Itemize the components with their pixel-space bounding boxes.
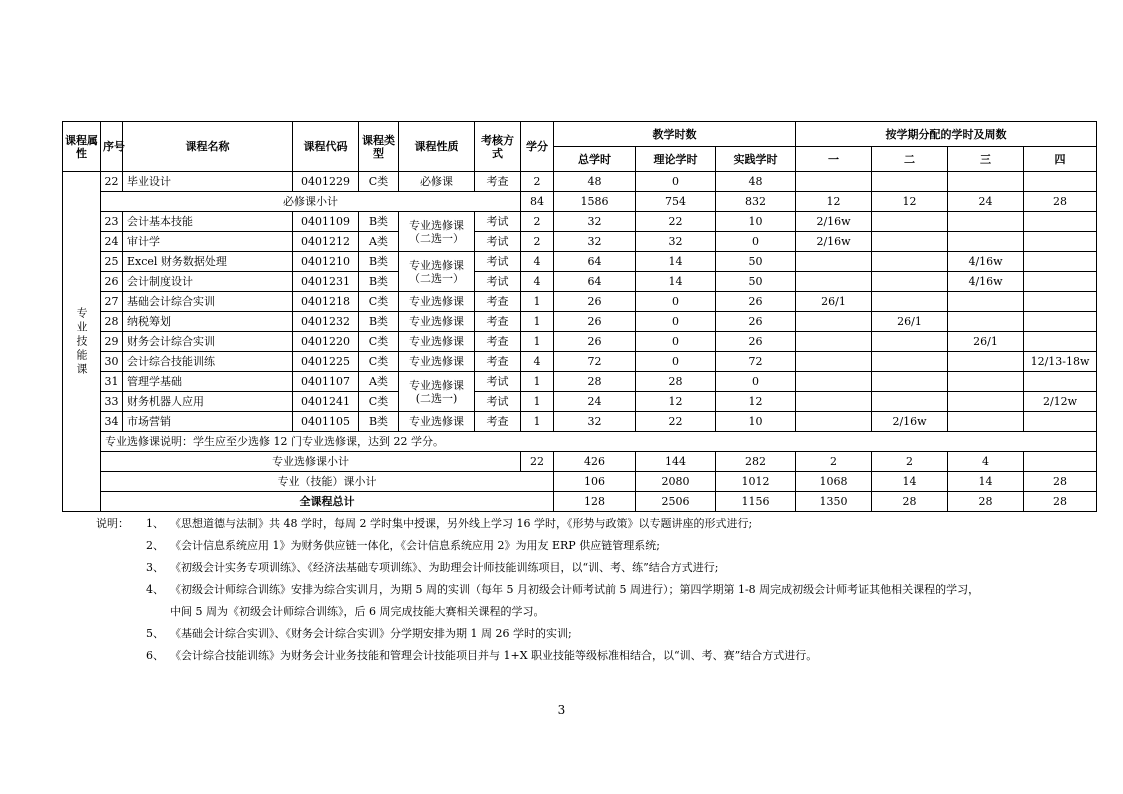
cell-s1: 28 bbox=[872, 492, 948, 512]
note-text: 《初级会计师综合训练》安排为综合实训月，为期 5 周的实训（每年 5 月初级会计师考试前 5 周进行）；第四学期第 1-8 周完成初级会计师考证其他相关课程的学习， bbox=[170, 583, 980, 596]
cell-s4: 12/13-18w bbox=[1024, 352, 1097, 372]
cell-s4 bbox=[1024, 312, 1097, 332]
header-attr: 课程属性 bbox=[63, 122, 101, 172]
cell-practice: 12 bbox=[716, 392, 796, 412]
cell-s1: 14 bbox=[872, 472, 948, 492]
cell-type: A类 bbox=[359, 232, 399, 252]
cell-s1 bbox=[796, 392, 872, 412]
cell-code: 0401210 bbox=[293, 252, 359, 272]
cell-theory: 28 bbox=[636, 372, 716, 392]
cell-practice: 282 bbox=[716, 452, 796, 472]
note-number: 6、 bbox=[146, 649, 164, 662]
note-number: 4、 bbox=[146, 583, 164, 596]
cell-nature: 必修课 bbox=[399, 172, 475, 192]
cell-s3 bbox=[948, 352, 1024, 372]
cell-s2 bbox=[872, 292, 948, 312]
cell-name: 毕业设计 bbox=[123, 172, 293, 192]
cell-seq: 26 bbox=[101, 272, 123, 292]
header-nature: 课程性质 bbox=[399, 122, 475, 172]
cell-theory: 22 bbox=[636, 212, 716, 232]
cell-total: 72 bbox=[554, 352, 636, 372]
elective-note: 专业选修课说明：学生应至少选修 12 门专业选修课，达到 22 学分。 bbox=[101, 432, 1097, 452]
cell-s2: 2/16w bbox=[872, 412, 948, 432]
cell-credit: 1 bbox=[521, 332, 554, 352]
cell-s4 bbox=[1024, 332, 1097, 352]
cell-seq: 22 bbox=[101, 172, 123, 192]
cell-s4 bbox=[1024, 292, 1097, 312]
note-text: 《会计信息系统应用 1》为财务供应链一体化，《会计信息系统应用 2》为用友 ERP 供应链管理系统; bbox=[170, 539, 660, 552]
cell-s1: 2 bbox=[796, 452, 872, 472]
grand-total-row bbox=[63, 492, 1097, 512]
cell-practice: 26 bbox=[716, 332, 796, 352]
cell-theory: 14 bbox=[636, 252, 716, 272]
required-subtotal-row bbox=[63, 192, 1097, 212]
cell-s4 bbox=[1024, 232, 1097, 252]
elective-note-row bbox=[63, 432, 1097, 452]
cell-seq: 23 bbox=[101, 212, 123, 232]
nature-line-2: (二选一) bbox=[415, 391, 458, 405]
curriculum-table bbox=[62, 121, 1097, 512]
cell-s4 bbox=[1024, 252, 1097, 272]
elective-subtotal-label: 专业选修课小计 bbox=[101, 452, 521, 472]
cell-seq: 31 bbox=[101, 372, 123, 392]
cell-nature-group bbox=[399, 252, 475, 292]
table-row bbox=[63, 292, 1097, 312]
cell-name: 市场营销 bbox=[123, 412, 293, 432]
cell-code: 0401229 bbox=[293, 172, 359, 192]
note-text: 《基础会计综合实训》、《财务会计综合实训》分学期安排为期 1 周 26 学时的实训; bbox=[170, 627, 572, 640]
note-number: 2、 bbox=[146, 539, 164, 552]
cell-s3 bbox=[948, 372, 1024, 392]
header-credit: 学分 bbox=[521, 122, 554, 172]
nature-line-1: 专业选修课 bbox=[409, 378, 464, 392]
cell-seq: 27 bbox=[101, 292, 123, 312]
major-subtotal-label: 专业（技能）课小计 bbox=[101, 472, 554, 492]
cell-nature: 专业选修课 bbox=[399, 412, 475, 432]
note-item bbox=[96, 645, 1086, 667]
cell-practice: 50 bbox=[716, 252, 796, 272]
cell-code: 0401212 bbox=[293, 232, 359, 252]
cell-theory: 32 bbox=[636, 232, 716, 252]
cell-s3 bbox=[948, 292, 1024, 312]
cell-exam: 考试 bbox=[475, 392, 521, 412]
note-number: 5、 bbox=[146, 627, 164, 640]
cell-s1 bbox=[796, 172, 872, 192]
cell-s4 bbox=[1024, 272, 1097, 292]
cell-practice: 26 bbox=[716, 312, 796, 332]
cell-practice: 832 bbox=[716, 192, 796, 212]
cell-s3: 26/1 bbox=[948, 332, 1024, 352]
cell-s1: 12 bbox=[796, 192, 872, 212]
cell-theory: 14 bbox=[636, 272, 716, 292]
note-continuation: 中间 5 周为《初级会计师综合训练》，后 6 周完成技能大赛相关课程的学习。 bbox=[170, 605, 545, 618]
table-row bbox=[63, 172, 1097, 192]
cell-exam: 考查 bbox=[475, 312, 521, 332]
cell-practice: 10 bbox=[716, 212, 796, 232]
cell-s2: 14 bbox=[948, 472, 1024, 492]
note-number: 1、 bbox=[146, 517, 164, 530]
cell-code: 0401241 bbox=[293, 392, 359, 412]
cell-total: 28 bbox=[554, 372, 636, 392]
cell-name: 财务会计综合实训 bbox=[123, 332, 293, 352]
cell-s1 bbox=[796, 312, 872, 332]
cell-s1: 2/16w bbox=[796, 212, 872, 232]
table-row bbox=[63, 272, 1097, 292]
cell-name: 纳税筹划 bbox=[123, 312, 293, 332]
cell-seq: 29 bbox=[101, 332, 123, 352]
header-code: 课程代码 bbox=[293, 122, 359, 172]
cell-exam: 考查 bbox=[475, 352, 521, 372]
cell-s1 bbox=[796, 252, 872, 272]
cell-total: 32 bbox=[554, 232, 636, 252]
cell-s1 bbox=[796, 372, 872, 392]
cell-s3 bbox=[948, 412, 1024, 432]
cell-s4 bbox=[1024, 212, 1097, 232]
cell-total: 64 bbox=[554, 272, 636, 292]
cell-theory: 1156 bbox=[716, 492, 796, 512]
cell-s3 bbox=[948, 212, 1024, 232]
cell-theory: 754 bbox=[636, 192, 716, 212]
cell-s1: 2/16w bbox=[796, 232, 872, 252]
header-semester-2: 二 bbox=[872, 147, 948, 172]
cell-seq: 28 bbox=[101, 312, 123, 332]
cell-s4 bbox=[1024, 452, 1097, 472]
cell-total: 2506 bbox=[636, 492, 716, 512]
cell-s1 bbox=[796, 272, 872, 292]
note-item bbox=[96, 623, 1086, 645]
note-item bbox=[96, 535, 1086, 557]
cell-s2: 28 bbox=[948, 492, 1024, 512]
header-type: 课程类型 bbox=[359, 122, 399, 172]
nature-line-2: （二选一） bbox=[409, 271, 464, 285]
cell-total: 1586 bbox=[554, 192, 636, 212]
cell-nature: 专业选修课 bbox=[399, 312, 475, 332]
cell-code: 0401109 bbox=[293, 212, 359, 232]
cell-theory: 1012 bbox=[716, 472, 796, 492]
cell-credit: 106 bbox=[554, 472, 636, 492]
cell-name: 财务机器人应用 bbox=[123, 392, 293, 412]
cell-credit: 22 bbox=[521, 452, 554, 472]
cell-exam: 考试 bbox=[475, 212, 521, 232]
cell-name: 基础会计综合实训 bbox=[123, 292, 293, 312]
cell-s4: 2/12w bbox=[1024, 392, 1097, 412]
table-row bbox=[63, 232, 1097, 252]
cell-exam: 考试 bbox=[475, 372, 521, 392]
cell-seq: 24 bbox=[101, 232, 123, 252]
cell-code: 0401231 bbox=[293, 272, 359, 292]
table-row bbox=[63, 392, 1097, 412]
cell-s1 bbox=[796, 332, 872, 352]
note-text: 《会计综合技能训练》为财务会计业务技能和管理会计技能项目并与 1+X 职业技能等级标准相结合，以“训、考、赛”结合方式进行。 bbox=[170, 649, 818, 662]
cell-code: 0401225 bbox=[293, 352, 359, 372]
cell-s4 bbox=[1024, 412, 1097, 432]
cell-s2 bbox=[872, 392, 948, 412]
header-semester-4: 四 bbox=[1024, 147, 1097, 172]
cell-exam: 考查 bbox=[475, 412, 521, 432]
table-row bbox=[63, 332, 1097, 352]
cell-credit: 4 bbox=[521, 352, 554, 372]
header-exam: 考核方式 bbox=[475, 122, 521, 172]
cell-exam: 考查 bbox=[475, 292, 521, 312]
header-semester-group: 按学期分配的学时及周数 bbox=[796, 122, 1097, 147]
cell-s3: 24 bbox=[948, 192, 1024, 212]
cell-total: 24 bbox=[554, 392, 636, 412]
cell-theory: 22 bbox=[636, 412, 716, 432]
cell-s2: 26/1 bbox=[872, 312, 948, 332]
cell-code: 0401220 bbox=[293, 332, 359, 352]
cell-s3 bbox=[948, 392, 1024, 412]
cell-credit: 1 bbox=[521, 392, 554, 412]
cell-s3: 28 bbox=[1024, 492, 1097, 512]
cell-practice: 0 bbox=[716, 232, 796, 252]
cell-practice: 10 bbox=[716, 412, 796, 432]
cell-s2 bbox=[872, 172, 948, 192]
cell-theory: 144 bbox=[636, 452, 716, 472]
header-theory-hours: 理论学时 bbox=[636, 147, 716, 172]
cell-s3 bbox=[948, 232, 1024, 252]
cell-exam: 考试 bbox=[475, 252, 521, 272]
cell-theory: 0 bbox=[636, 172, 716, 192]
cell-s2 bbox=[872, 272, 948, 292]
cell-type: B类 bbox=[359, 412, 399, 432]
cell-theory: 0 bbox=[636, 312, 716, 332]
major-subtotal-row bbox=[63, 472, 1097, 492]
cell-total: 64 bbox=[554, 252, 636, 272]
cell-total: 426 bbox=[554, 452, 636, 472]
cell-nature-group bbox=[399, 212, 475, 252]
cell-s4 bbox=[1024, 172, 1097, 192]
cell-type: B类 bbox=[359, 212, 399, 232]
cell-s4 bbox=[1024, 372, 1097, 392]
cell-name: 会计制度设计 bbox=[123, 272, 293, 292]
cell-nature: 专业选修课 bbox=[399, 332, 475, 352]
cell-s3: 4 bbox=[948, 452, 1024, 472]
cell-nature-group bbox=[399, 372, 475, 412]
nature-line-2: （二选一） bbox=[409, 231, 464, 245]
cell-type: B类 bbox=[359, 272, 399, 292]
cell-s1: 26/1 bbox=[796, 292, 872, 312]
cell-s3: 4/16w bbox=[948, 252, 1024, 272]
cell-code: 0401232 bbox=[293, 312, 359, 332]
nature-line-1: 专业选修课 bbox=[409, 258, 464, 272]
header-total-hours: 总学时 bbox=[554, 147, 636, 172]
cell-credit: 128 bbox=[554, 492, 636, 512]
elective-subtotal-row bbox=[63, 452, 1097, 472]
cell-practice: 26 bbox=[716, 292, 796, 312]
cell-practice: 1068 bbox=[796, 472, 872, 492]
header-row-1 bbox=[63, 122, 1097, 147]
table-row bbox=[63, 252, 1097, 272]
page-number: 3 bbox=[557, 703, 566, 717]
header-name: 课程名称 bbox=[123, 122, 293, 172]
cell-credit: 1 bbox=[521, 292, 554, 312]
cell-code: 0401218 bbox=[293, 292, 359, 312]
cell-credit: 1 bbox=[521, 372, 554, 392]
cell-credit: 84 bbox=[521, 192, 554, 212]
cell-name: Excel 财务数据处理 bbox=[123, 252, 293, 272]
cell-type: C类 bbox=[359, 392, 399, 412]
cell-total: 26 bbox=[554, 312, 636, 332]
note-text: 《初级会计实务专项训练》、《经济法基础专项训练》、为助理会计师技能训练项目，以“训、考、练”结合方式进行; bbox=[170, 561, 719, 574]
note-number: 3、 bbox=[146, 561, 164, 574]
note-item bbox=[96, 513, 1086, 535]
cell-code: 0401105 bbox=[293, 412, 359, 432]
table-row bbox=[63, 352, 1097, 372]
notes-lead: 说明： bbox=[96, 517, 129, 530]
table-row bbox=[63, 412, 1097, 432]
cell-s2 bbox=[872, 252, 948, 272]
note-text: 《思想道德与法制》共 48 学时，每周 2 学时集中授课，另外线上学习 16 学时，《形势与政策》以专题讲座的形式进行; bbox=[170, 517, 753, 530]
cell-credit: 4 bbox=[521, 252, 554, 272]
required-subtotal-label: 必修课小计 bbox=[101, 192, 521, 212]
cell-name: 审计学 bbox=[123, 232, 293, 252]
cell-theory: 0 bbox=[636, 292, 716, 312]
cell-s2 bbox=[872, 352, 948, 372]
cell-s3: 4/16w bbox=[948, 272, 1024, 292]
notes bbox=[96, 513, 1086, 667]
cell-theory: 0 bbox=[636, 332, 716, 352]
cell-s4: 28 bbox=[1024, 192, 1097, 212]
cell-s2 bbox=[872, 372, 948, 392]
cell-exam: 考试 bbox=[475, 232, 521, 252]
cell-seq: 34 bbox=[101, 412, 123, 432]
table-row bbox=[63, 212, 1097, 232]
category-label: 专业技能课 bbox=[63, 172, 101, 512]
cell-seq: 25 bbox=[101, 252, 123, 272]
table-row bbox=[63, 312, 1097, 332]
cell-exam: 考试 bbox=[475, 272, 521, 292]
cell-credit: 2 bbox=[521, 212, 554, 232]
table-row bbox=[63, 372, 1097, 392]
cell-s2: 2 bbox=[872, 452, 948, 472]
cell-nature: 专业选修课 bbox=[399, 352, 475, 372]
header-practice-hours: 实践学时 bbox=[716, 147, 796, 172]
cell-name: 会计综合技能训练 bbox=[123, 352, 293, 372]
cell-type: C类 bbox=[359, 172, 399, 192]
cell-total: 32 bbox=[554, 212, 636, 232]
cell-total: 2080 bbox=[636, 472, 716, 492]
cell-practice: 72 bbox=[716, 352, 796, 372]
cell-name: 管理学基础 bbox=[123, 372, 293, 392]
cell-s2 bbox=[872, 212, 948, 232]
cell-credit: 2 bbox=[521, 232, 554, 252]
cell-total: 26 bbox=[554, 332, 636, 352]
cell-type: C类 bbox=[359, 332, 399, 352]
header-hours-group: 教学时数 bbox=[554, 122, 796, 147]
header-semester-3: 三 bbox=[948, 147, 1024, 172]
header-semester-1: 一 bbox=[796, 147, 872, 172]
cell-total: 48 bbox=[554, 172, 636, 192]
cell-name: 会计基本技能 bbox=[123, 212, 293, 232]
nature-line-1: 专业选修课 bbox=[409, 218, 464, 232]
cell-practice: 1350 bbox=[796, 492, 872, 512]
cell-practice: 50 bbox=[716, 272, 796, 292]
cell-credit: 4 bbox=[521, 272, 554, 292]
cell-practice: 48 bbox=[716, 172, 796, 192]
cell-total: 32 bbox=[554, 412, 636, 432]
cell-s1 bbox=[796, 352, 872, 372]
cell-theory: 0 bbox=[636, 352, 716, 372]
cell-type: B类 bbox=[359, 312, 399, 332]
cell-s2 bbox=[872, 332, 948, 352]
cell-s3: 28 bbox=[1024, 472, 1097, 492]
cell-type: B类 bbox=[359, 252, 399, 272]
cell-total: 26 bbox=[554, 292, 636, 312]
cell-type: A类 bbox=[359, 372, 399, 392]
cell-s3 bbox=[948, 312, 1024, 332]
cell-s2 bbox=[872, 232, 948, 252]
cell-theory: 12 bbox=[636, 392, 716, 412]
note-item bbox=[96, 557, 1086, 579]
cell-credit: 1 bbox=[521, 412, 554, 432]
cell-exam: 考查 bbox=[475, 332, 521, 352]
cell-exam: 考查 bbox=[475, 172, 521, 192]
cell-practice: 0 bbox=[716, 372, 796, 392]
grand-total-label: 全课程总计 bbox=[101, 492, 554, 512]
cell-seq: 33 bbox=[101, 392, 123, 412]
cell-s3 bbox=[948, 172, 1024, 192]
note-item bbox=[96, 579, 1086, 601]
cell-credit: 1 bbox=[521, 312, 554, 332]
cell-s1 bbox=[796, 412, 872, 432]
cell-seq: 30 bbox=[101, 352, 123, 372]
header-seq: 序号 bbox=[101, 122, 123, 172]
cell-code: 0401107 bbox=[293, 372, 359, 392]
cell-credit: 2 bbox=[521, 172, 554, 192]
cell-s2: 12 bbox=[872, 192, 948, 212]
cell-type: C类 bbox=[359, 352, 399, 372]
cell-type: C类 bbox=[359, 292, 399, 312]
cell-nature: 专业选修课 bbox=[399, 292, 475, 312]
